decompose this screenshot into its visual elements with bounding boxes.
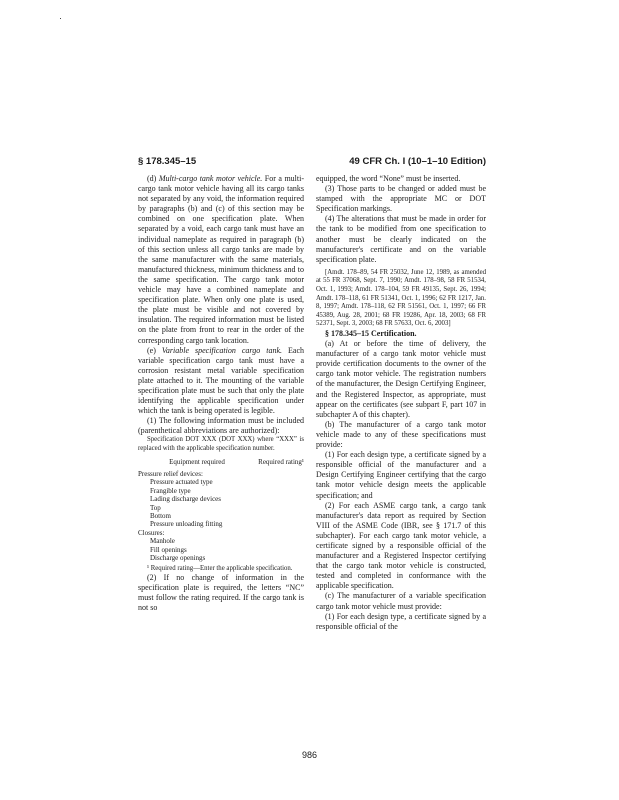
equipment-label: Top xyxy=(150,503,161,512)
section-heading: § 178.345–15 Certification. xyxy=(325,329,417,338)
equipment-label: Discharge openings xyxy=(150,554,206,563)
running-header xyxy=(138,156,486,167)
table-header-rating: Required rating¹ xyxy=(258,457,304,466)
paragraph-continuation: equipped, the word “None” must be inserted. xyxy=(316,174,461,183)
equipment-label: Pressure relief devices: xyxy=(138,470,203,479)
equipment-label: Pressure actuated type xyxy=(150,478,213,487)
amendment-history: [Amdt. 178–89, 54 FR 25032, June 12, 1989, as amended at 55 FR 37068, Sept. 7, 1990; Amdt. 178–98, 58 FR 51534, Oct. 1, 1993; Amdt. 178–104, 59 FR 49135, Sept. 26, 1994; Amdt. 178–118, 61 FR 51341, Oct. 1, 1996; 62 FR 1217, Jan. 8, 1997; Amdt. 178–118, 62 FR 51561, Oct. 1, 1997; 66 FR 45389, Aug. 28, 2001; 68 FR 19286, Apr. 18, 2003; 68 FR 52371, Sept. 3, 2003; 68 FR 57633, Oct. 6, 2003] xyxy=(316,268,486,328)
equipment-label: Bottom xyxy=(150,512,172,521)
paragraph-e-heading: Variable specification cargo tank. xyxy=(161,345,283,355)
paragraph-e2: (2) If no change of information in the specification plate is required, the letters “NC” must follow the rating required. If the cargo tank is not so xyxy=(138,573,304,613)
paragraph-b2: (2) For each ASME cargo tank, a cargo tank manufacturer's data report as required by Section VIII of the ASME Code (IBR, see § 171.7 of this subchapter). For each cargo tank motor vehicle, a certificate signed by a responsible official of the manufacturer and a Registered Inspector certifying that the cargo tank motor vehicle is constructed, tested and completed in conformance with the applicable specification. xyxy=(316,500,486,591)
header-section: § 178.345–15 xyxy=(138,156,197,167)
paragraph-4: (4) The alterations that must be made in order for the tank to be modified from one specification to another must be clearly indicated on the manufacturer's certificate and on the variable specification plate. xyxy=(316,214,486,264)
paragraph-e: (e) Variable specification cargo tank. Each variable specification cargo tank must have a corrosion resistant metal variable specification plate attached to it. The mounting of the variable specification plate must be such that only the plate identifying the applicable specification under which the tank is being operated is legible. xyxy=(138,345,305,416)
table-row xyxy=(138,529,304,537)
page-number: 986 xyxy=(301,750,318,760)
table-footnote: ¹ Required rating—Enter the applicable specification. xyxy=(147,564,293,572)
scan-speck xyxy=(60,18,61,19)
table-row xyxy=(138,520,304,528)
table-row xyxy=(138,512,304,520)
table-row xyxy=(138,546,304,554)
equipment-label: Manhole xyxy=(150,537,175,546)
rating-cell xyxy=(256,520,304,528)
paragraph-b1: (1) For each design type, a certificate signed by a responsible official of the manufacturer and a Design Certifying Engineer certifying that the cargo tank motor vehicle design meets the applicable specification; and xyxy=(316,450,486,500)
equipment-label: Fill openings xyxy=(150,545,187,554)
table-row xyxy=(138,478,304,486)
equipment-label: Pressure unloading fitting xyxy=(150,520,223,529)
rating-cell xyxy=(256,512,304,520)
rating-cell xyxy=(256,478,304,486)
rating-cell xyxy=(256,554,304,562)
paragraph-e1: (1) The following information must be included (parenthetical abbreviations are authorized): xyxy=(138,416,304,436)
table-row xyxy=(138,470,304,478)
rating-cell xyxy=(256,487,304,495)
paragraph-a: (a) At or before the time of delivery, the manufacturer of a cargo tank motor vehicle must provide certification documents to the owner of the cargo tank motor vehicle. The registration numbers of the manufacturer, the Design Certifying Engineer, and the Registered Inspector, as appropriate, must appear on the certificates (see subpart F, part 107 in subchapter A of this chapter). xyxy=(316,339,486,419)
rating-cell xyxy=(256,546,304,554)
rating-cell xyxy=(256,470,304,478)
equipment-table xyxy=(138,458,304,563)
paragraph-c: (c) The manufacturer of a variable specification cargo tank motor vehicle must provide: xyxy=(316,591,486,611)
table-header-equipment: Equipment required xyxy=(169,457,225,466)
table-row xyxy=(138,495,304,503)
equipment-label: Lading discharge devices xyxy=(150,495,222,504)
table-row xyxy=(138,537,304,545)
rating-cell xyxy=(256,529,304,537)
paragraph-d: (d) Multi-cargo tank motor vehicle. For a multi-cargo tank motor vehicle having all its cargo tanks not separated by any void, the information required by paragraphs (b) and (c) of this section may be combined on one specification plate. When separated by a void, each cargo tank must have an individual nameplate as required in paragraph (b) of this section unless all cargo tanks are made by the same manufacturer with the same materials, manufactured thickness, minimum thickness and to the same specification. The cargo tank motor vehicle may have a combined nameplate and specification plate. When only one plate is used, the plate must be visible and not covered by insulation. The required information must be listed on the plate from front to rear in the order of the corresponding cargo tank location. xyxy=(138,174,305,345)
right-column xyxy=(316,174,486,632)
paragraph-b: (b) The manufacturer of a cargo tank motor vehicle made to any of these specifications must provide: xyxy=(316,419,486,450)
equipment-label: Frangible type xyxy=(150,486,191,495)
table-row xyxy=(138,554,304,562)
paragraph-c1: (1) For each design type, a certificate signed by a responsible official of the xyxy=(316,611,486,631)
left-column xyxy=(138,174,304,613)
equipment-label: Closures: xyxy=(138,528,165,537)
table-row xyxy=(138,504,304,512)
table-row xyxy=(138,487,304,495)
rating-cell xyxy=(256,495,304,503)
rating-cell xyxy=(256,504,304,512)
spec-note: Specification DOT XXX (DOT XXX) where “XXX” is replaced with the applicable specification number. xyxy=(138,436,304,453)
rating-cell xyxy=(256,537,304,545)
paragraph-3: (3) Those parts to be changed or added must be stamped with the appropriate MC or DOT Specification markings. xyxy=(316,184,486,214)
paragraph-d-heading: Multi-cargo tank motor vehicle. xyxy=(158,174,263,183)
header-title: 49 CFR Ch. I (10–1–10 Edition) xyxy=(349,156,486,167)
